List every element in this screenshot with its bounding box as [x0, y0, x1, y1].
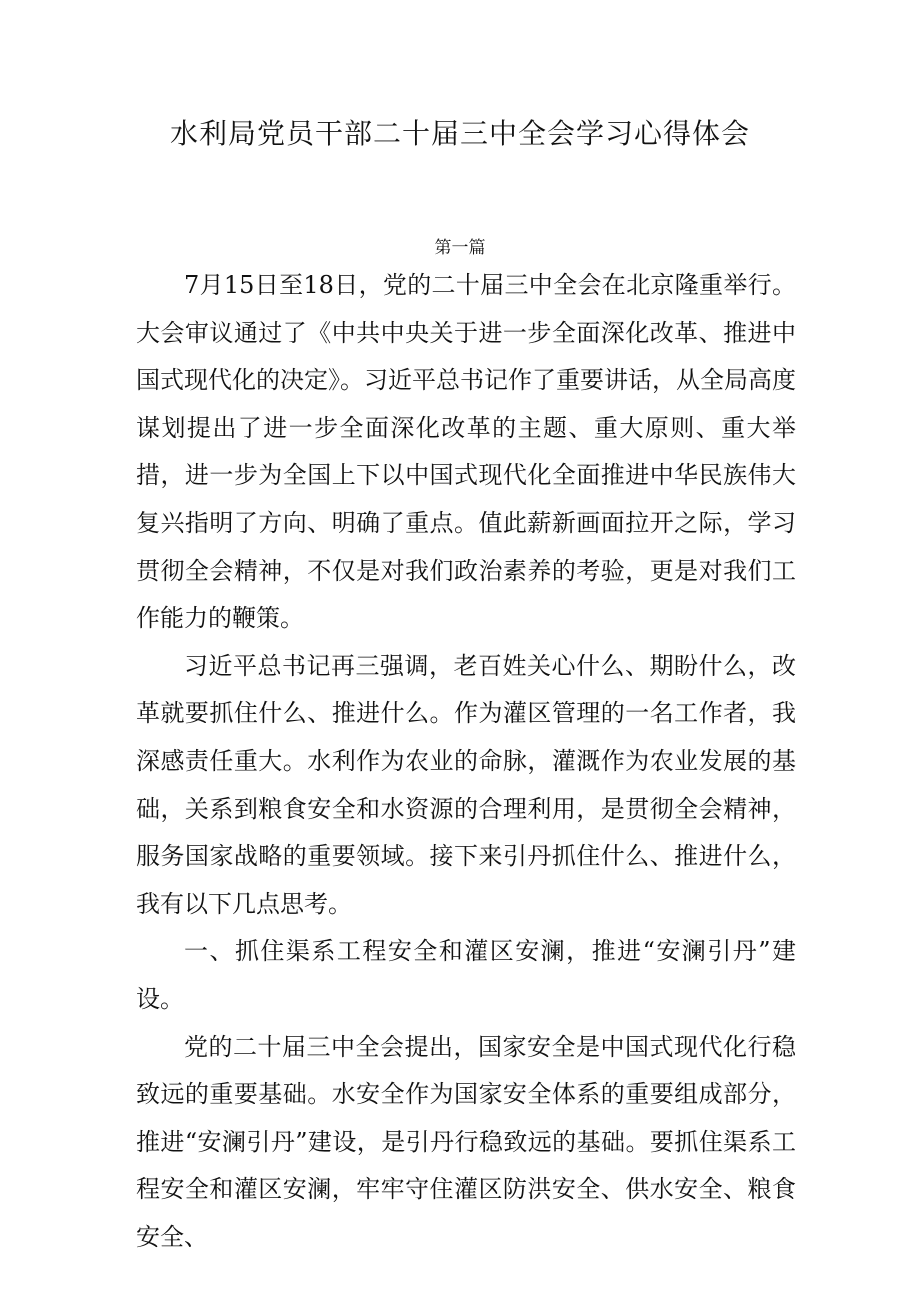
paragraph-3: 党的二十届三中全会提出，国家安全是中国式现代化行稳致远的重要基础。水安全作为国家安全体系的重要组成部分，推进“安澜引丹”建设，是引丹行稳致远的基础。要抓住渠系工程安全和灌区安澜，牢牢守住灌区防洪安全、供水安全、粮食安全、 [136, 1032, 796, 1251]
paragraph-2: 习近平总书记再三强调，老百姓关心什么、期盼什么，改革就要抓住什么、推进什么。作为灌区管理的一名工作者，我深感责任重大。水利作为农业的命脉，灌溉作为农业发展的基础，关系到粮食安全和水资源的合理利用，是贯彻全会精神，服务国家战略的重要领域。接下来引丹抓住什么、推进什么，我有以下几点思考。 [136, 651, 796, 918]
document-title: 水利局党员干部二十届三中全会学习心得体会 [169, 117, 750, 150]
section-label: 第一篇 [434, 238, 486, 258]
document-body [136, 262, 796, 1261]
paragraph-1: 7月15日至18日，党的二十届三中全会在北京隆重举行。大会审议通过了《中共中央关于进一步全面深化改革、推进中国式现代化的决定》。习近平总书记作了重要讲话，从全局高度谋划提出了进一步全面深化改革的主题、重大原则、重大举措，进一步为全国上下以中国式现代化全面推进中华民族伟大复兴指明了方向、明确了重点。值此薪新画面拉开之际，学习贯彻全会精神，不仅是对我们政治素养的考验，更是对我们工作能力的鞭策。 [136, 271, 796, 633]
section-heading-1: 一、抓住渠系工程安全和灌区安澜，推进“安澜引丹”建设。 [136, 937, 796, 1013]
